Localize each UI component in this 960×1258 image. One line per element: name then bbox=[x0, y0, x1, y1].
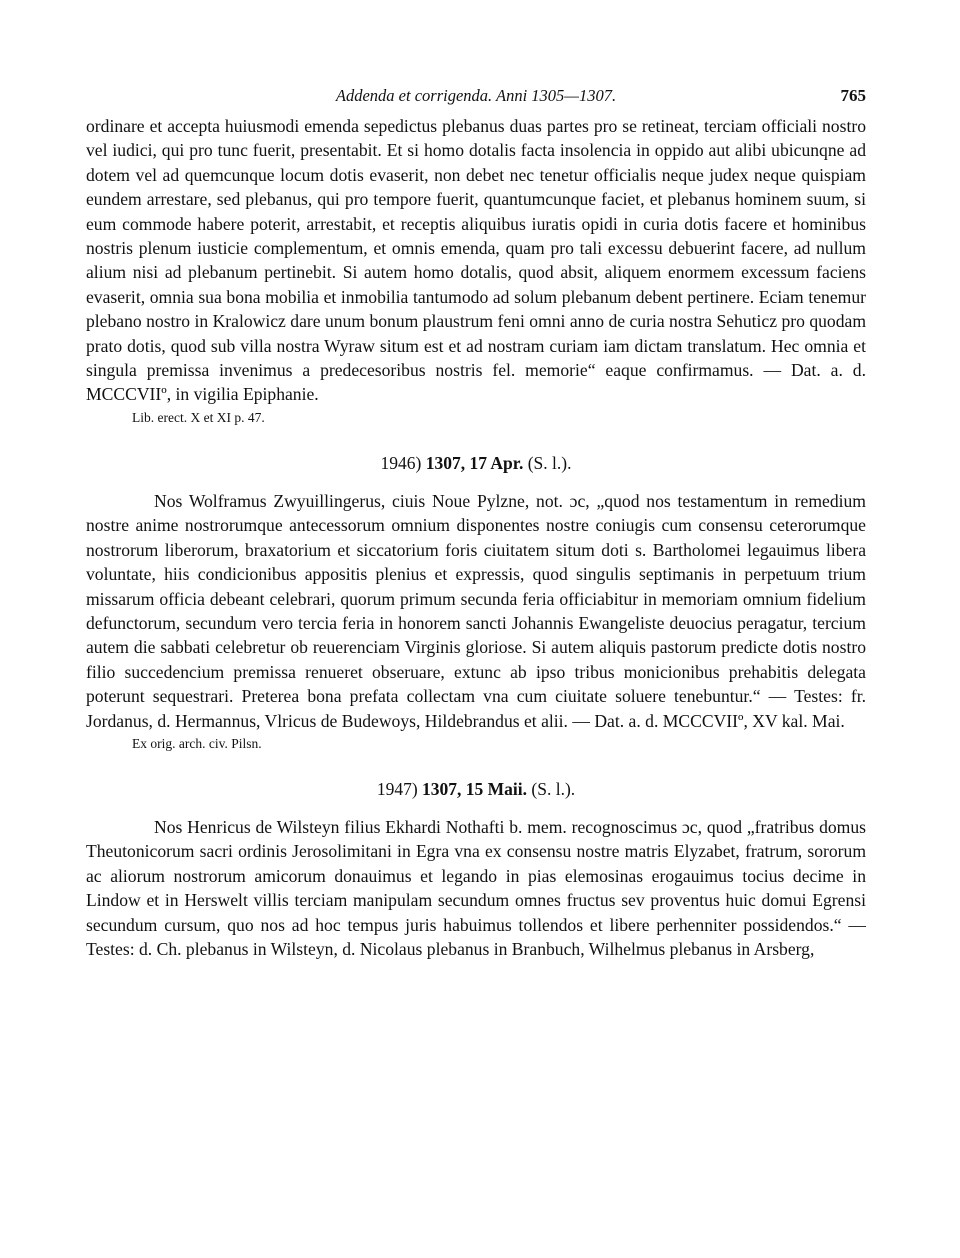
document-heading bbox=[86, 777, 866, 801]
document-date: 1307, 15 Maii. bbox=[422, 778, 528, 799]
source-note: Lib. erect. X et XI p. 47. bbox=[132, 409, 265, 425]
running-header bbox=[86, 82, 866, 112]
document-number: 1946) bbox=[380, 452, 422, 473]
document-date: 1307, 17 Apr. bbox=[425, 452, 524, 473]
document-page bbox=[86, 82, 866, 961]
document-place: (S. l.). bbox=[527, 452, 572, 473]
document-place: (S. l.). bbox=[531, 778, 576, 799]
charter-paragraph: Nos Wolframus Zwyuillingerus, ciuis Noue Pylzne, not. ɔc, „quod nos testamentum in remedium nostre anime nostrorumque antecessorum omnium disponentes nostre coniugis cum consensu ceterorumque nostrorum liberorum, braxatorium et siccatorium foris ciuitatem situm doti s. Bartholomei legauimus libera voluntate, hiis condicionibus appositis plenius et expressis, quod singulis septimanis in perpetuum trium missarum officia debeant celebrari, quorum primum secunda feria officiabitur in memoriam omnium fidelium defunctorum, secundum vero tercia feria in honorem sancti Johannis Ewangeliste deuocius peragatur, tercium autem die sabbati celebretur ob reuerenciam Virginis gloriose. Si autem aliquis pastorum predicte dotis nostro filio succedencium premissa renueret obseruare, extunc ab ipso tribus monicionibus prehabitis delegata poterunt sequestrari. Preterea bona prefata collectam vna cum ciuitate soluere tenebuntur.“ — Testes: fr. Jordanus, d. Hermannus, Vlricus de Budewoys, Hildebrandus et alii. — Dat. a. d. MCCCVIIº, XV kal. Mai. bbox=[86, 490, 866, 731]
running-title: Addenda et corrigenda. Anni 1305—1307. bbox=[335, 86, 617, 105]
source-note: Ex orig. arch. civ. Pilsn. bbox=[132, 735, 262, 751]
continuation-paragraph: ordinare et accepta huiusmodi emenda sepedictus plebanus duas partes pro se retineat, terciam officiali nostro vel iudici, qui pro tunc fuerit, presentabit. Et si homo dotalis facta insolencia in oppido aut alibi ubicunqne ad dotem vel ad quemcunque locum dotis evaserit, non debet nec tenetur officialis neque judex neque quispiam eundem arrestare, sed plebanus, qui pro tempore fuerit, quantumcunque faciet, et plebanus hominem suum, si eum commode habere poterit, arrestabit, et receptis aliquibus iuratis opidi in curia dotis facere et hominibus nostris plenum iusticie complementum, et omnis emenda, quam pro tali excessu debuerint facere, ad nullum alium nisi ad plebanum pertinebit. Si autem homo dotalis, quod absit, aliquem enormem excessum faciens evaserit, omnia sua bona mobilia et inmobilia tantumodo ad solum plebanum debent pertinere. Eciam tenemur plebano nostro in Kralowicz dare unum bonum plaustrum feni omni anno de curia nostra Sehuticz pro quodam prato dotis, quod sub villa nostra Wyraw situm est et ad nostram curiam iam dictam translatum. Hec omnia et singula premissa invenimus a predecesoribus nostris fel. memorie“ eaque confirmamus. — Dat. a. d. MCCCVIIº, in vigilia Epiphanie. bbox=[86, 116, 866, 405]
document-heading bbox=[86, 451, 866, 475]
document-number: 1947) bbox=[376, 778, 418, 799]
page-number: 765 bbox=[840, 86, 866, 105]
charter-paragraph: Nos Henricus de Wilsteyn filius Ekhardi Nothafti b. mem. recognoscimus ɔc, quod „fratribus domus Theutonicorum sacri ordinis Jerosolimitani in Egra vna ex consensu nostre matris Elyzabet, fratrum, sororum ac aliorum nostrorum amicorum donauimus et legando in pias elemosinas erogauimus tocius decime in Lindow et in Herswelt villis terciam manipulam secundum omnes fructus sev proventus huic domui Egrensi secundum cursum, quo nos ad hoc tempus juris habuimus tollendos et libere perhenniter possidendos.“ — Testes: d. Ch. plebanus in Wilsteyn, d. Nicolaus plebanus in Branbuch, Wilhelmus plebanus in Arsberg, bbox=[86, 816, 866, 959]
